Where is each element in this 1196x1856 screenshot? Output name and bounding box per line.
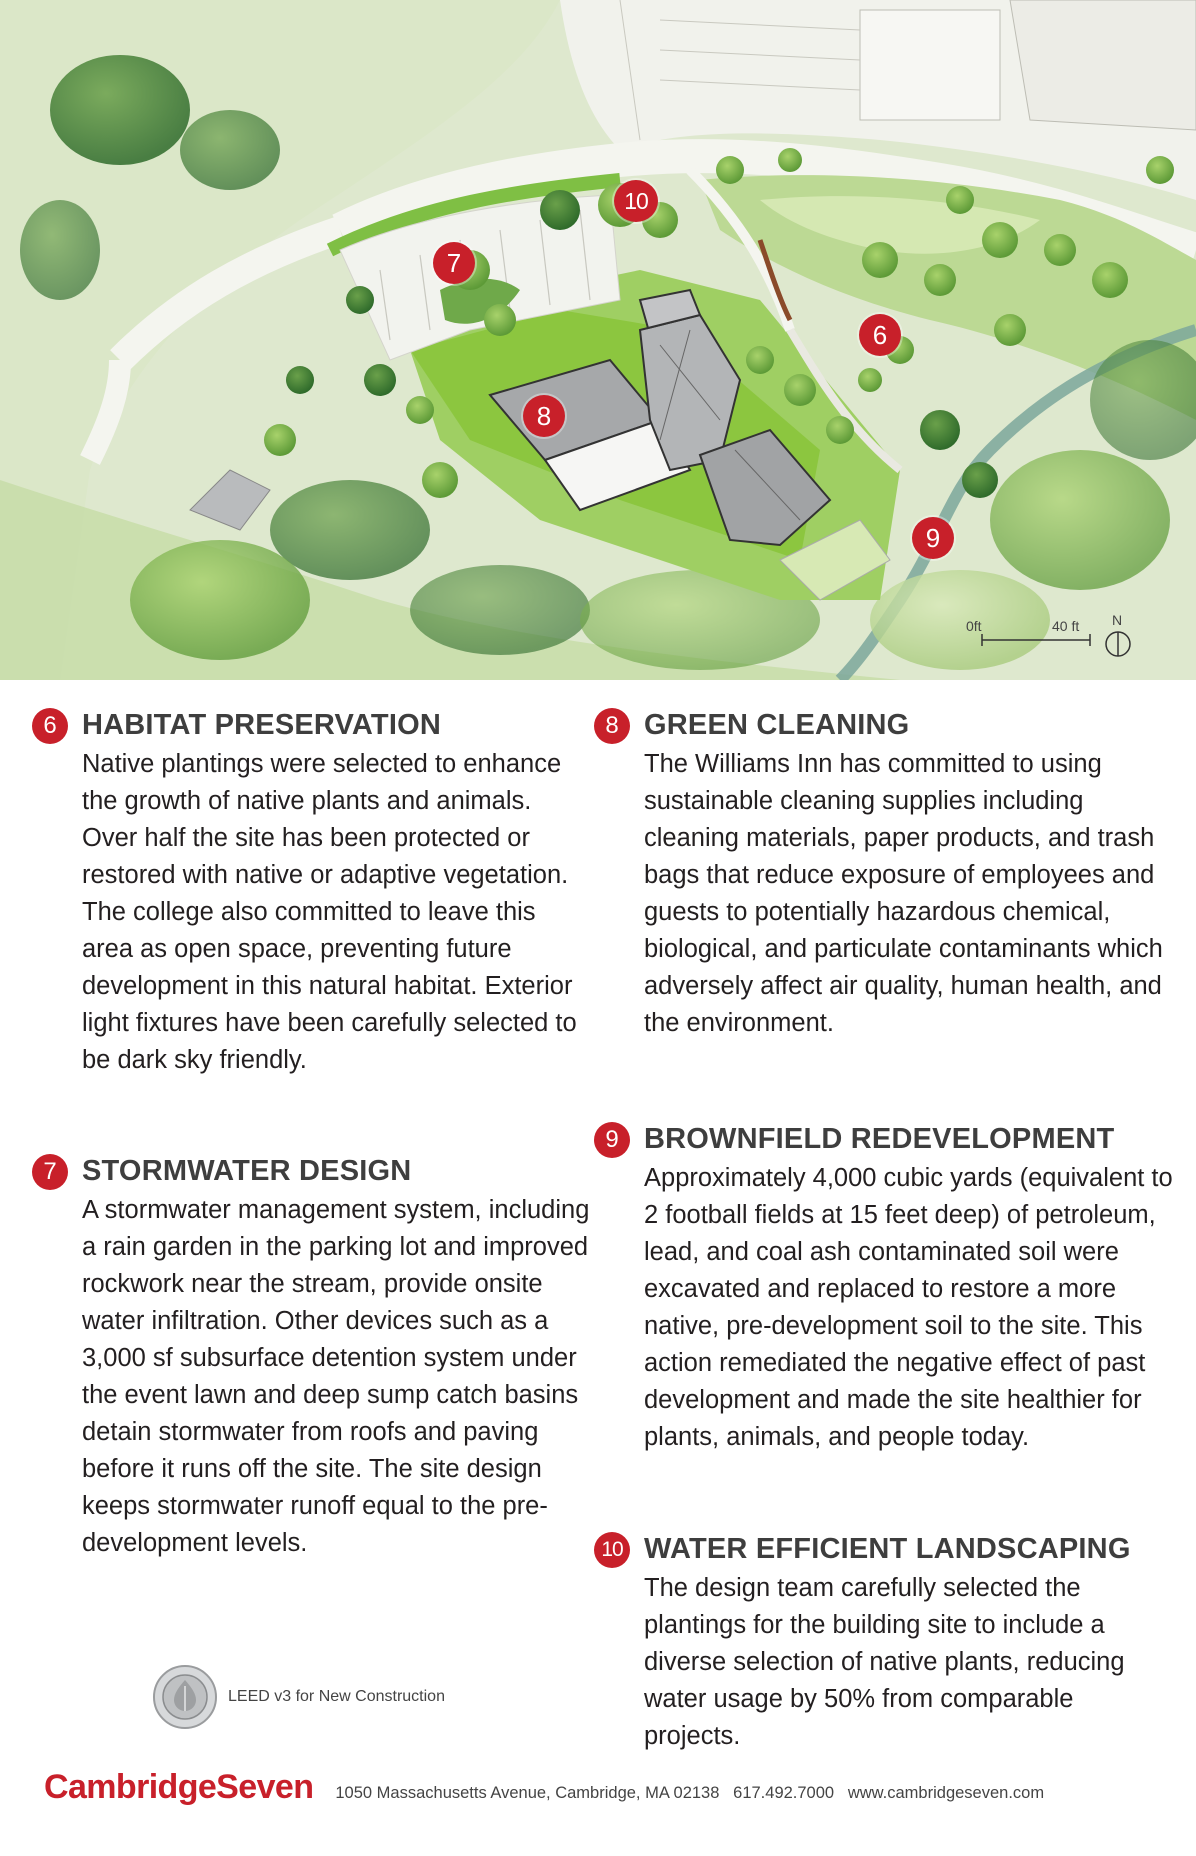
leed-seal-icon: [152, 1664, 218, 1730]
leed-certification: [152, 1662, 445, 1732]
section-title: HABITAT PRESERVATION: [82, 709, 441, 741]
map-marker-6: 6: [859, 314, 901, 356]
section-number-badge: 7: [32, 1154, 68, 1190]
section-water-efficient-landscaping: [601, 1532, 1174, 1755]
map-marker-7: 7: [433, 242, 475, 284]
site-plan-map: [0, 0, 1196, 680]
map-marker-9: 9: [912, 517, 954, 559]
section-title: WATER EFFICIENT LANDSCAPING: [644, 1533, 1131, 1565]
section-body: The design team carefully selected the plantings for the building site to include a diverse selection of native plants, reducing water usage by 50% from comparable projects.: [644, 1574, 1125, 1750]
section-body: A stormwater management system, including a rain garden in the parking lot and improved rockwork near the stream, provide onsite water infiltration. Other devices such as a 3,000 sf subsurface detention system under the event lawn and deep sump catch basins detain stormwater from roofs and paving before it runs off the site. The site design keeps stormwater runoff equal to the pre-development levels.: [82, 1196, 590, 1557]
section-body: Approximately 4,000 cubic yards (equivalent to 2 football fields at 15 feet deep) of petroleum, lead, and coal ash contaminated soil were excavated and replaced to restore a more native, pre-development soil to the site. This action remediated the negative effect of past development and made the site healthier for plants, animals, and people today.: [644, 1164, 1173, 1451]
section-body: The Williams Inn has committed to using sustainable cleaning supplies including cleaning materials, paper products, and trash bags that reduce exposure of employees and guests to potentially hazardous chemical, biological, and particulate contaminants which adversely affect air quality, human health, and the environment.: [644, 750, 1163, 1037]
section-number-badge: 9: [594, 1122, 630, 1158]
contact-address: 1050 Massachusetts Avenue, Cambridge, MA 02138 617.492.7000 www.cambridgeseven.com: [335, 1784, 1045, 1802]
section-brownfield-redevelopment: [605, 1122, 1174, 1456]
footer: [44, 1768, 1164, 1807]
scale-end-label: 40 ft: [1052, 618, 1080, 634]
leed-caption: LEED v3 for New Construction: [228, 1688, 445, 1705]
section-title: STORMWATER DESIGN: [82, 1155, 412, 1187]
section-title: BROWNFIELD REDEVELOPMENT: [644, 1123, 1115, 1155]
scale-start-label: 0ft: [966, 618, 982, 634]
section-stormwater-design: [43, 1154, 594, 1562]
north-label: N: [1112, 612, 1123, 628]
section-number-badge: 10: [594, 1532, 630, 1568]
section-green-cleaning: [605, 708, 1164, 1042]
map-marker-8: 8: [523, 395, 565, 437]
brand-logo-text: CambridgeSeven: [44, 1768, 314, 1806]
section-body: Native plantings were selected to enhance the growth of native plants and animals. Over half the site has been protected or restored with native or adaptive vegetation. The college also committed to leave this area as open space, preventing future development in this natural habitat. Exterior light fixtures have been carefully selected to be dark sky friendly.: [82, 750, 577, 1074]
section-habitat-preservation: [43, 708, 590, 1079]
section-title: GREEN CLEANING: [644, 709, 910, 741]
section-number-badge: 8: [594, 708, 630, 744]
section-number-badge: 6: [32, 708, 68, 744]
map-marker-10: 10: [614, 180, 658, 222]
